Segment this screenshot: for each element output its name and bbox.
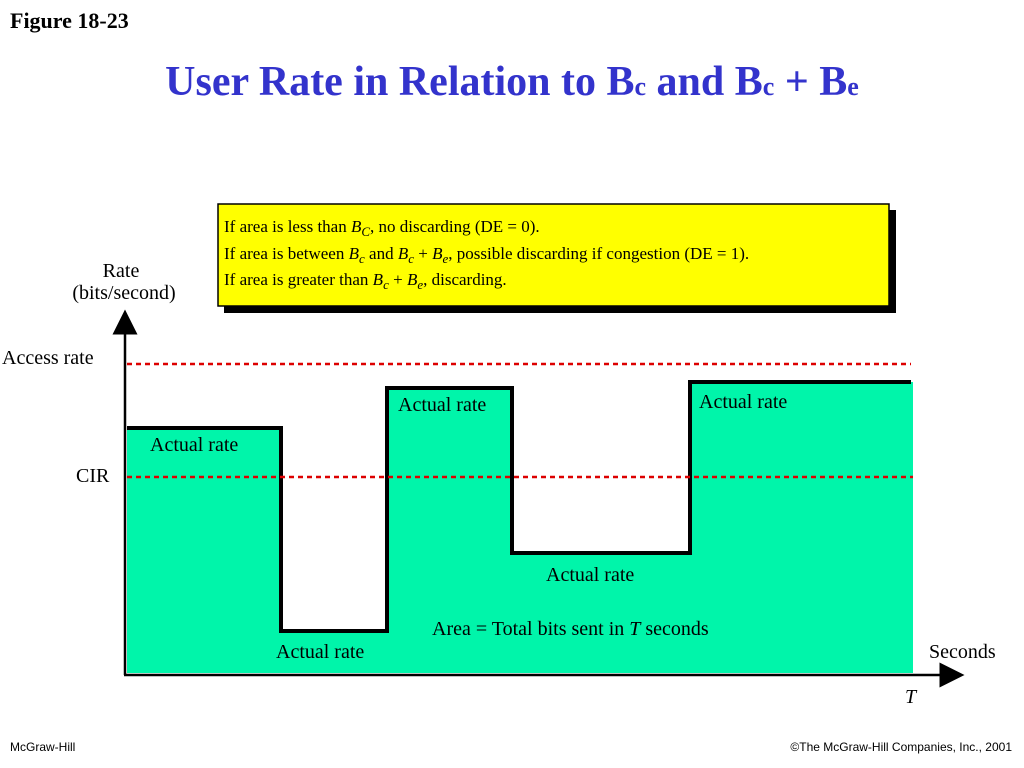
title-part3: + B (774, 59, 848, 105)
legend-line-1: If area is less than $B_C$, no discarding (DE = 0). (224, 217, 540, 239)
title-part1: User Rate in Relation to B (165, 59, 635, 105)
figure-label: Figure 18-23 (10, 8, 129, 33)
y-axis-label-rate: Rate (102, 260, 140, 282)
cir-label: CIR (76, 465, 110, 487)
x-axis-end-label: T (905, 686, 917, 708)
title-part2: and B (646, 59, 763, 105)
footer-copyright: ©The McGraw-Hill Companies, Inc., 2001 (790, 740, 1012, 754)
actual-rate-label-5: Actual rate (276, 641, 365, 663)
legend-line-3: If area is greater than $B_c + B_e$, discarding. (224, 270, 507, 292)
footer-publisher: McGraw-Hill (10, 740, 76, 754)
access-rate-label: Access rate (2, 347, 94, 369)
title-sub3: e (847, 72, 859, 101)
actual-rate-label-3: Actual rate (699, 391, 788, 413)
title-sub2: c (762, 72, 775, 101)
area-note: Area = Total bits sent in T seconds (432, 618, 709, 640)
x-axis-label: Seconds (929, 641, 996, 663)
actual-rate-label-2: Actual rate (398, 394, 487, 416)
actual-rate-label-1: Actual rate (150, 434, 239, 456)
legend-line-2: If area is between $B_c$ and $B_c + B_e$, possible discarding if congestion (DE = 1). (224, 244, 750, 266)
y-axis-label-units: (bits/second) (72, 282, 176, 304)
actual-rate-label-4: Actual rate (546, 564, 635, 586)
title-sub1: c (634, 72, 647, 101)
